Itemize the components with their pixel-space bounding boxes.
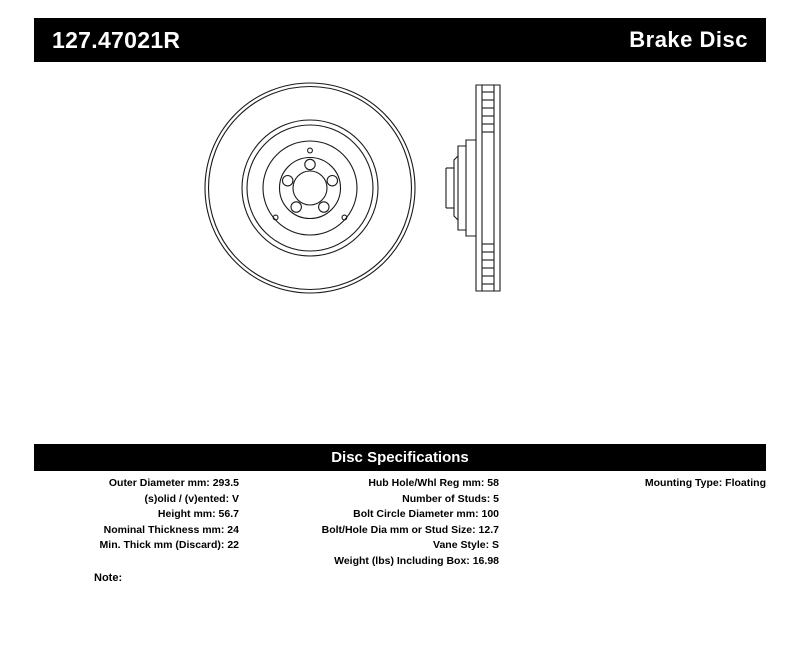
spec-item: Height mm: 56.7 (157, 508, 239, 520)
spec-column-left (34, 476, 239, 554)
spec-column-right (514, 476, 766, 492)
spec-item: Bolt Circle Diameter mm: 100 (353, 508, 499, 520)
spec-column-middle (249, 476, 499, 569)
note-label: Note: (94, 572, 123, 584)
page-title: Brake Disc (629, 27, 748, 52)
spec-body (34, 474, 766, 604)
spec-item: Min. Thick mm (Discard): 22 (99, 539, 239, 551)
spec-section-title: Disc Specifications (331, 449, 469, 466)
spec-section-header (34, 444, 766, 471)
spec-item: Hub Hole/Whl Reg mm: 58 (368, 477, 499, 489)
spec-item: Bolt/Hole Dia mm or Stud Size: 12.7 (321, 523, 499, 536)
part-number: 127.47021R (52, 26, 181, 53)
rotor-face-view (205, 83, 415, 293)
spec-item: (s)olid / (v)ented: V (144, 492, 239, 505)
spec-item: Number of Studs: 5 (402, 492, 499, 505)
spec-item: Mounting Type: Floating (644, 477, 766, 489)
spec-item: Outer Diameter mm: 293.5 (108, 477, 239, 489)
technical-drawing (180, 80, 600, 340)
spec-item: Nominal Thickness mm: 24 (103, 523, 239, 536)
rotor-edge-section-view (446, 85, 500, 291)
spec-item: Weight (lbs) Including Box: 16.98 (334, 554, 499, 567)
header-bar (34, 18, 766, 62)
spec-item: Vane Style: S (433, 539, 499, 551)
